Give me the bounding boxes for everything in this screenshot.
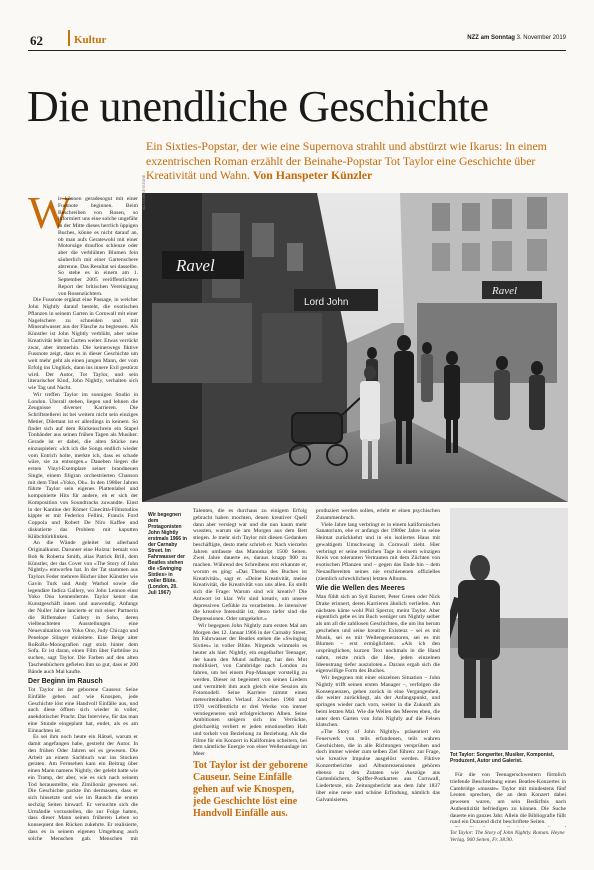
shop-sign-lord-john: Lord John [304, 297, 349, 308]
publication-info [467, 35, 566, 41]
publication-date: 3. November 2019 [516, 35, 566, 41]
subhead: Wie die Wellen des Meeres [316, 585, 405, 593]
subhead: Der Beginn im Rausch [28, 678, 103, 686]
paragraph: Für die von Teenagerschwestern förmlich triefende Beschreibung eines Beatles-Konzertes in Cambridge «musste» Taylor mit mindestens fünf Leuten sprechen, die an dem Konzert dabei gewesen waren, um sein Bedürfnis nach Authentizität befriedigen zu können. Die Suche dauerte ein ganzes Jahr. Allein die Bibliografie füllt rund ein Dutzend dicht beschriftete Seiten. [450, 772, 566, 826]
paragraph: Tot Taylor ist der geborene Causeur. Seine Einfälle gehen auf wie Knospen, jede Geschichte löst eine Handvoll Einfälle aus, und auch diese öffnen sich wieder in voller, anekdotischer Pracht. Das Interview, für das man eine Stunde eingeplant hat, endet, als es am Einnachten ist. [28, 687, 138, 734]
article-column-2 [193, 508, 307, 755]
publication-name: NZZ am Sonntag [467, 35, 515, 41]
carnaby-street-photo [142, 193, 568, 502]
article-column-4 [450, 772, 566, 827]
paragraph: Talenten, die es durchaus zu einigem Erfolg gebracht haben mochten, denen kreativer Quell dann aber versiegt war und die nun kaum mehr wussten, warum sie am Morgen aus dem Bett stiegen. Je mehr sich Taylor mit diesen Gedanken beschäftigte, desto mehr schrieb er. Nach vierzehn Jahren umfasste das Manuskript 1500 Seiten. Zwei Jahre dauerte es, daraus knapp 900 zu machen. Während des Schreibens erst erkannte er, worum es ging: «Das Thema des Buches ist Kreativität», sagt er. «Deine Kreativität, meine Kreativität, die Kreativität von uns allen. Es stellt sich die Frage: Warum sind wir kreativ? Die Antwort ist klar. Wir sind kreativ, um unsere depressiven Gefühle zu verarbeiten. Je intensiver die kreative Intensität ist, desto tiefer sind die Depressionen. Oder umgekehrt.» [193, 508, 307, 622]
paragraph: produziert werden sollen, erlebt er einen psychischen Zusammenbruch. [316, 508, 440, 521]
tot-taylor-portrait [450, 508, 568, 750]
book-info: Tot Taylor: The Story of John Nightly. Roman. Heyne Verlag. 960 Seiten, Fr. 38.90. [450, 830, 565, 843]
paragraph: Es sei ihm noch heute ein Rätsel, warum er damit angefangen habe, gestreht der Autor. In den frühen Oder Jahren sei es gewesen. Die Arbeit an einem Sachbuch war ins Stocken geraten. Am Fernsehen kam ein Beitrag über einen Mann namens Nightly, der gelebt hatte wie ein Tramp, der aber, wie es sich nach seinem Tod herausstellte, ein Zimilionär gewesen sei. Die Geschichte packte ihn dermassen, dass er sich hinsetzte und wie im Rausch die ersten sechzig Seiten hinwarf. Er versuchte sich die Urmåndie vorzustellen, die zur Folge hatten, dass dieser Mann seinen früheren Leben so konsequent den Rücken zukehrte. Er realisierte, dass es in seinem eigenen Umgebung auch solche Menschen gab. Menschen mit [28, 734, 138, 841]
photo-caption-portrait: Tot Taylor: Songwriter, Musiker, Komponist, Produzent, Autor und Galerist. [450, 752, 554, 764]
deck-text: Ein Sixties-Popstar, der wie eine Supernova strahlt und abstürzt wie Ikarus: In einem exzentrischen Roman erzählt der Beinahe-Popstar Tot Taylor eine Geschichte über Kreativität und Wahn. [146, 139, 547, 183]
article-column-3 [316, 508, 440, 841]
paragraph: Die Fussnote ergänzt eine Passage, in welcher John Nightly darauf besteht, die exotischen Pflanzen in seinem Garten in Cornwall mit einer Nagelschere zu schneiden und mit Mineralwasser aus der Flasche zu begiessen. Als Künstler ist John Nightly verblüht, aber seine Kreativität lebt im Garten weiter. Etwas verrückt zwar, aber immerhin. Die keineswegs fiktive Fussnote zeigt, dass es in dieser Geschichte um weit mehr geht als einen jungen Mann, der vom Erfolg ins Unglück, dann ins innere Exil gestürzt wird. Der Autor, Tot Taylor, und sein literarischer Kind, John Nightly, verhalten sich wie Tag und Nacht. [28, 297, 138, 391]
paragraph: Viele Jahre lang verbringt er in einem kalifornischen Sanatorium, ehe er anfangs der 1980er Jahre in seine Heimat zurückkehrt und in ein isoliertes Haus mit gewaltigem Umschwung in Cornwall zieht. Hier verbringt er seine restlichen Tage in einem winzigen Kreis von toleranten Vertrauten mit dem Züchten von exotischen Pflanzen und – gegen das Ende hin – dem Neuaufbereiten seines nie erschienenen offizielles (ziemlich schrecklichen) letzten Albums. [316, 521, 440, 582]
paragraph: Wir begegnen John Nightly zum ersten Mal am Morgen des 12. Januar 1966 in der Carnaby Street. Im Fahrwasser der Beatles stehen die «Swinging Sixties» in voller Blüte. Nirgends wimmeln es heuter als hier. Nightly, ein engelhafter Teenager, der kaum den Mund aufbringt, hat den Mut mobilisiert, von Cambridge nach London zu fahren, um bei einem Pop-Manager vorstellig zu werden. Dieser ist begeistert von seinen Liedern und vermittelt ihm auch gleich eine Session als Fotomodell. Seine Karriere nimmt einen meteoritenhaften Verlauf. Zwischen 1966 und 1970 veröffentlicht er drei Werke von immer verstiegeneren und erfolgreicheren Alben. Seine Ambitionen steigern sich ins Verrückte, gleichzeitig verliert er jeden emotionellen Halt und torkelt von Beziehung zu Beziehung. Als die Filme für ein Konzert in Kalifornien scheitern, bei dem sämtliche Energie von einer Wellenanlage im Meer [193, 622, 307, 755]
shop-sign-ravel-right: Ravel [492, 285, 518, 297]
page-number: 62 [30, 33, 43, 48]
photo-caption-street: Wir begegnen dem Protagonisten John Nightly erstmals 1966 in der Carnaby Street. Im Fahrwasser der Beatles stehen die «Swinging Sixties» in voller Blüte. (London, 20. Juli 1967) [148, 512, 187, 596]
drop-cap: W [28, 187, 72, 238]
pull-quote: Tot Taylor ist der geborene Causeur. Seine Einfälle gehen auf wie Knospen, jede Geschichte löst eine Handvoll Einfälle aus. [193, 760, 308, 819]
shop-sign-ravel-left: Ravel [176, 256, 215, 275]
paragraph [450, 826, 566, 827]
paragraph: An die Wände geleitet ist allerhand Originalkunst. Darunter eine Holzta: bemalt von Bob & Roberta Smith, alias Patrick Brill, dem Künstler, der das Cover von «The Story of John Nightly» entworfen hat. In der Tat stammen aus Taylors Feder mehrere Bücher über Künstler wie Gavin Turk und Andy Warhol sowie die legendäre Indica Gallery, wo John Lennon einst Yoko Ono kennenlernte. Taylor kennt das Kunstgeschäft innen und auswendig. Anfangs der Nuller Jahre lancierte er mit einer Partnerin die Riflemaker Gallery in Soho, deren vielbeachteten Ausstellungen eine Neuevaluation von Yoko Ono, Judy Chicago und Penelope Slinger einleitete. Eine Beige alter RoRoRo-Monografien ragt stolz hinter dem Sofa. Er ist daran, einen Film über Farbtöne zu suchen, sagt Taylor. Die Farben auf den alten Taschenbüchern gefielen ihm so gut, dass er 200 Bände auch Mal kaufte. [28, 540, 138, 675]
paragraph: Wir treffen Taylor im sonnigen Studio in London. Überall stehen, liegen und lehnen die Zeugnisse diverser Karrieren. Die Schriftstellerei ist bei weitem nicht sein einziges Metier, Dilettant ist er allerdings in keinem. So findet sich auf dem Rückenschrein ein Stapel Tonbänder aus seinen frühen Tagen als Musiker. Gerade ist er dabei, die alten Stücke neu einzuspielen: «Ich ich die Songs endlich wieder vom Entrich holte, merkte ich, dass es schade wäre, sie zu entsorgen.» Daneben liegen die ersten Vinyl-Exemplare seiner brandneuen Single, einem filigran orchestrierten Chanson mit dem Titel «Yoko, Oh». In den 1980er Jahren führte Taylor sein eigenes Plattenlabel und komponierte Hits für andere, eh er sich der Komposition von Soundtracks zuwandte. Einst in der Kantine der Römer Cinecittà-Filmstudios kippte er mit Federico Fellini, Francis Ford Coppola und Robert De Niro Kaffee und diskutierte das Problem mit kaputten Klübchtürklinken. [28, 391, 138, 540]
byline: Von Hanspeter Künzler [252, 168, 373, 183]
photo-credit: ALLSTAR/KEYSTONE [142, 174, 146, 210]
paragraph: ir können geradesogut mit einer Fussnote beginnen. Beim Beschreiben von Rosen, so informiert uns eine solche ungefähr in der Mitte dieses herrlich üppigen Buches, könne es nicht darauf an, ob man aufs Geratewohl mit einer Motorsäge drauflos schlenze oder aber die verblühten Blumen fein säuberlich mit einer Gartenschere abtrenne. Das Resultat sei dasselbe. So stehe es in einem am 1. September 2005 veröffentlichten Report der britischen Vereinigung von Rosenzüchtern. [58, 196, 138, 297]
section-label: Kultur [74, 34, 107, 46]
deck [146, 139, 568, 183]
article-column-1 [28, 196, 138, 841]
paragraph: Man fühlt sich an Syd Barrett, Peter Green oder Nick Drake erinnert, deren Karrieren ähnlich verliefen. Am nächsten käme wohl Phil Spector, meint Taylor. Aber eigentlich gebe es im Buch weniger um Nightly selber als um all die zahllosen Geschichten, die um ihn herum geschehen und seine kreative Existenz – sei es mit Musik, sei es mit Wellengeneratoren, sei es mit Blumen – erst ermöglichten. «Als ich den ursprünglichen, kurzen Text nochmals in die Hand nahm, reizte mich die Idee, jeden einzelnen Ideenstrang tiefer auszuloten.» Daraus ergab sich die eigenwillige Form des Buches. [316, 594, 440, 675]
paragraph: «The Story of John Nightly» präsentiert ein Feuerwerk von teils erfundenen, teils wahren Geschichten, die in alle Richtungen versprühen und doch immer wieder zum selben Ziel führen: zur Frage, wie kreative Impulse ausgelöst werden. Fiktive Konzertberichte und Albumrezensionen gehören ebenso zu den Zutaten wie Auszüge aus Gartenbüchern, Spiffer-Postkarten aus Cornwall, Liedertexte, ein Zeitungsbericht aus dem Jahr 1837 über eine neue und schöne Erfindung, nämlich das Galvanisieren. [316, 729, 440, 803]
header-rule [28, 50, 566, 51]
paragraph: Wir begegnen mit einer einzelnen Situation – John Nightly trifft seinen ersten Manager –, verfolgen die Konsequenzen, gehen zurück in eine Vergangenheit, die weiter zurückliegt, als der Anfangspunkt, und springen wieder nach vorn, weiter in die Zukunft als beim letzten Mal. Wie die Wellen des Meeres eben, die unter dem Garten von John Nightly auf die Felsen klatschen. [316, 675, 440, 729]
section-marker [68, 30, 70, 46]
headline: Die unendliche Geschichte [27, 82, 489, 131]
